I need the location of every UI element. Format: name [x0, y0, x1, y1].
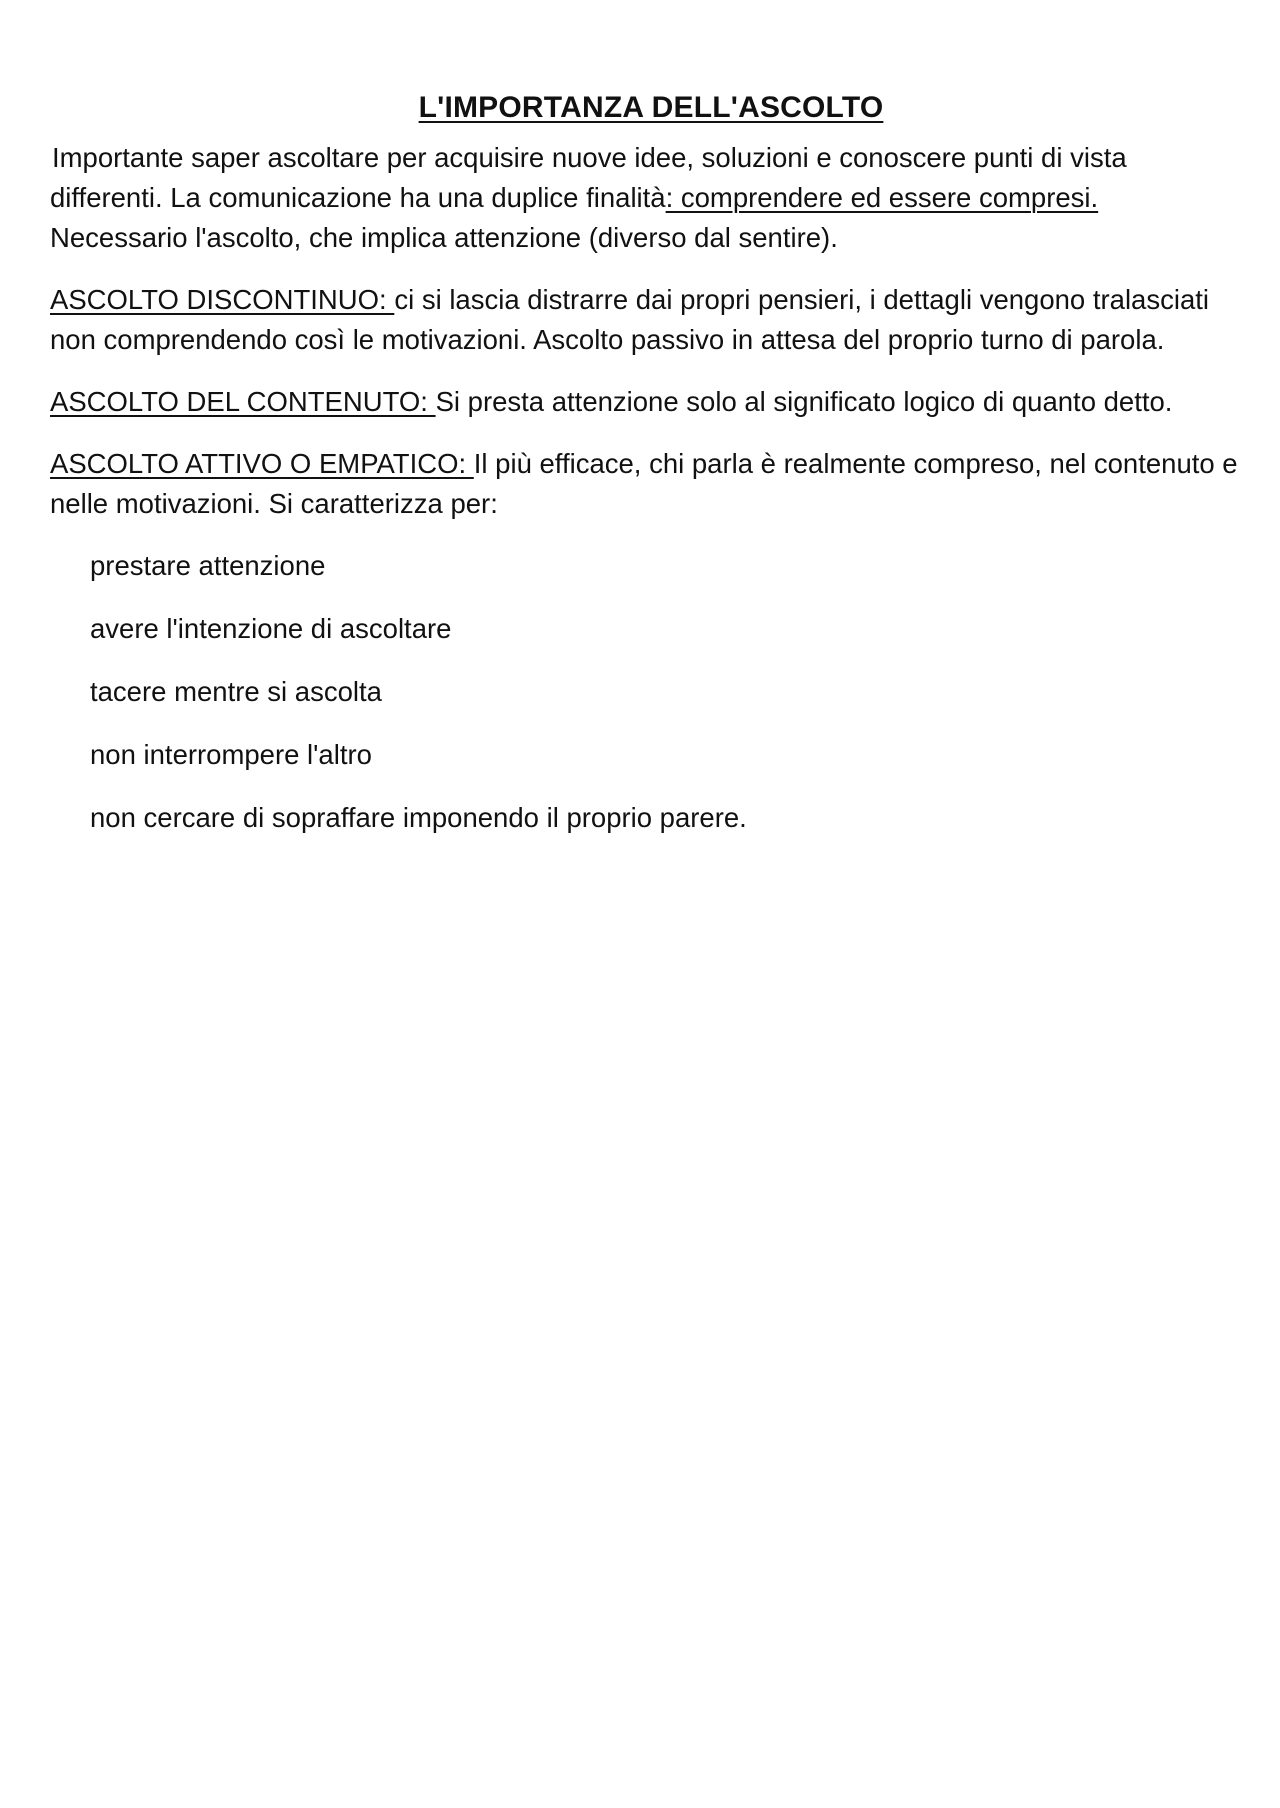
section-ascolto-contenuto	[50, 382, 1240, 422]
list-item: prestare attenzione	[90, 550, 326, 581]
list-item: non cercare di sopraffare imponendo il proprio parere.	[90, 802, 747, 833]
section-text: Si presta attenzione solo al significato logico di quanto detto.	[435, 386, 1173, 417]
list-item: non interrompere l'altro	[90, 739, 372, 770]
section-text: Il più efficace, chi parla è realmente compreso, nel contenuto e nelle motivazioni. Si caratterizza per:	[50, 448, 1238, 519]
list-item: tacere mentre si ascolta	[90, 676, 382, 707]
section-ascolto-discontinuo	[50, 280, 1240, 360]
section-heading: ASCOLTO DEL CONTENUTO:	[50, 386, 436, 417]
section-ascolto-attivo	[50, 444, 1240, 524]
characteristics-list	[50, 546, 1240, 838]
page-title: L'IMPORTANZA DELL'ASCOLTO	[418, 91, 884, 124]
section-text: ci si lascia distrarre dai propri pensieri, i dettagli vengono tralasciati non comprendendo così le motivazioni. Ascolto passivo in attesa del proprio turno di parola.	[50, 284, 1209, 355]
document-page	[50, 88, 1240, 861]
list-item: avere l'intenzione di ascoltare	[90, 613, 452, 644]
section-heading: ASCOLTO DISCONTINUO:	[50, 284, 395, 315]
intro-underlined-text: : comprendere ed essere compresi.	[665, 182, 1099, 213]
intro-text-after: Necessario l'ascolto, che implica attenzione (diverso dal sentire).	[50, 222, 838, 253]
intro-paragraph	[50, 138, 1240, 258]
intro-text: Importante saper ascoltare per acquisire nuove idee, soluzioni e conoscere punti di vista differenti. La comunicazione ha una duplice finalità	[50, 142, 1127, 213]
section-heading: ASCOLTO ATTIVO O EMPATICO:	[50, 448, 474, 479]
